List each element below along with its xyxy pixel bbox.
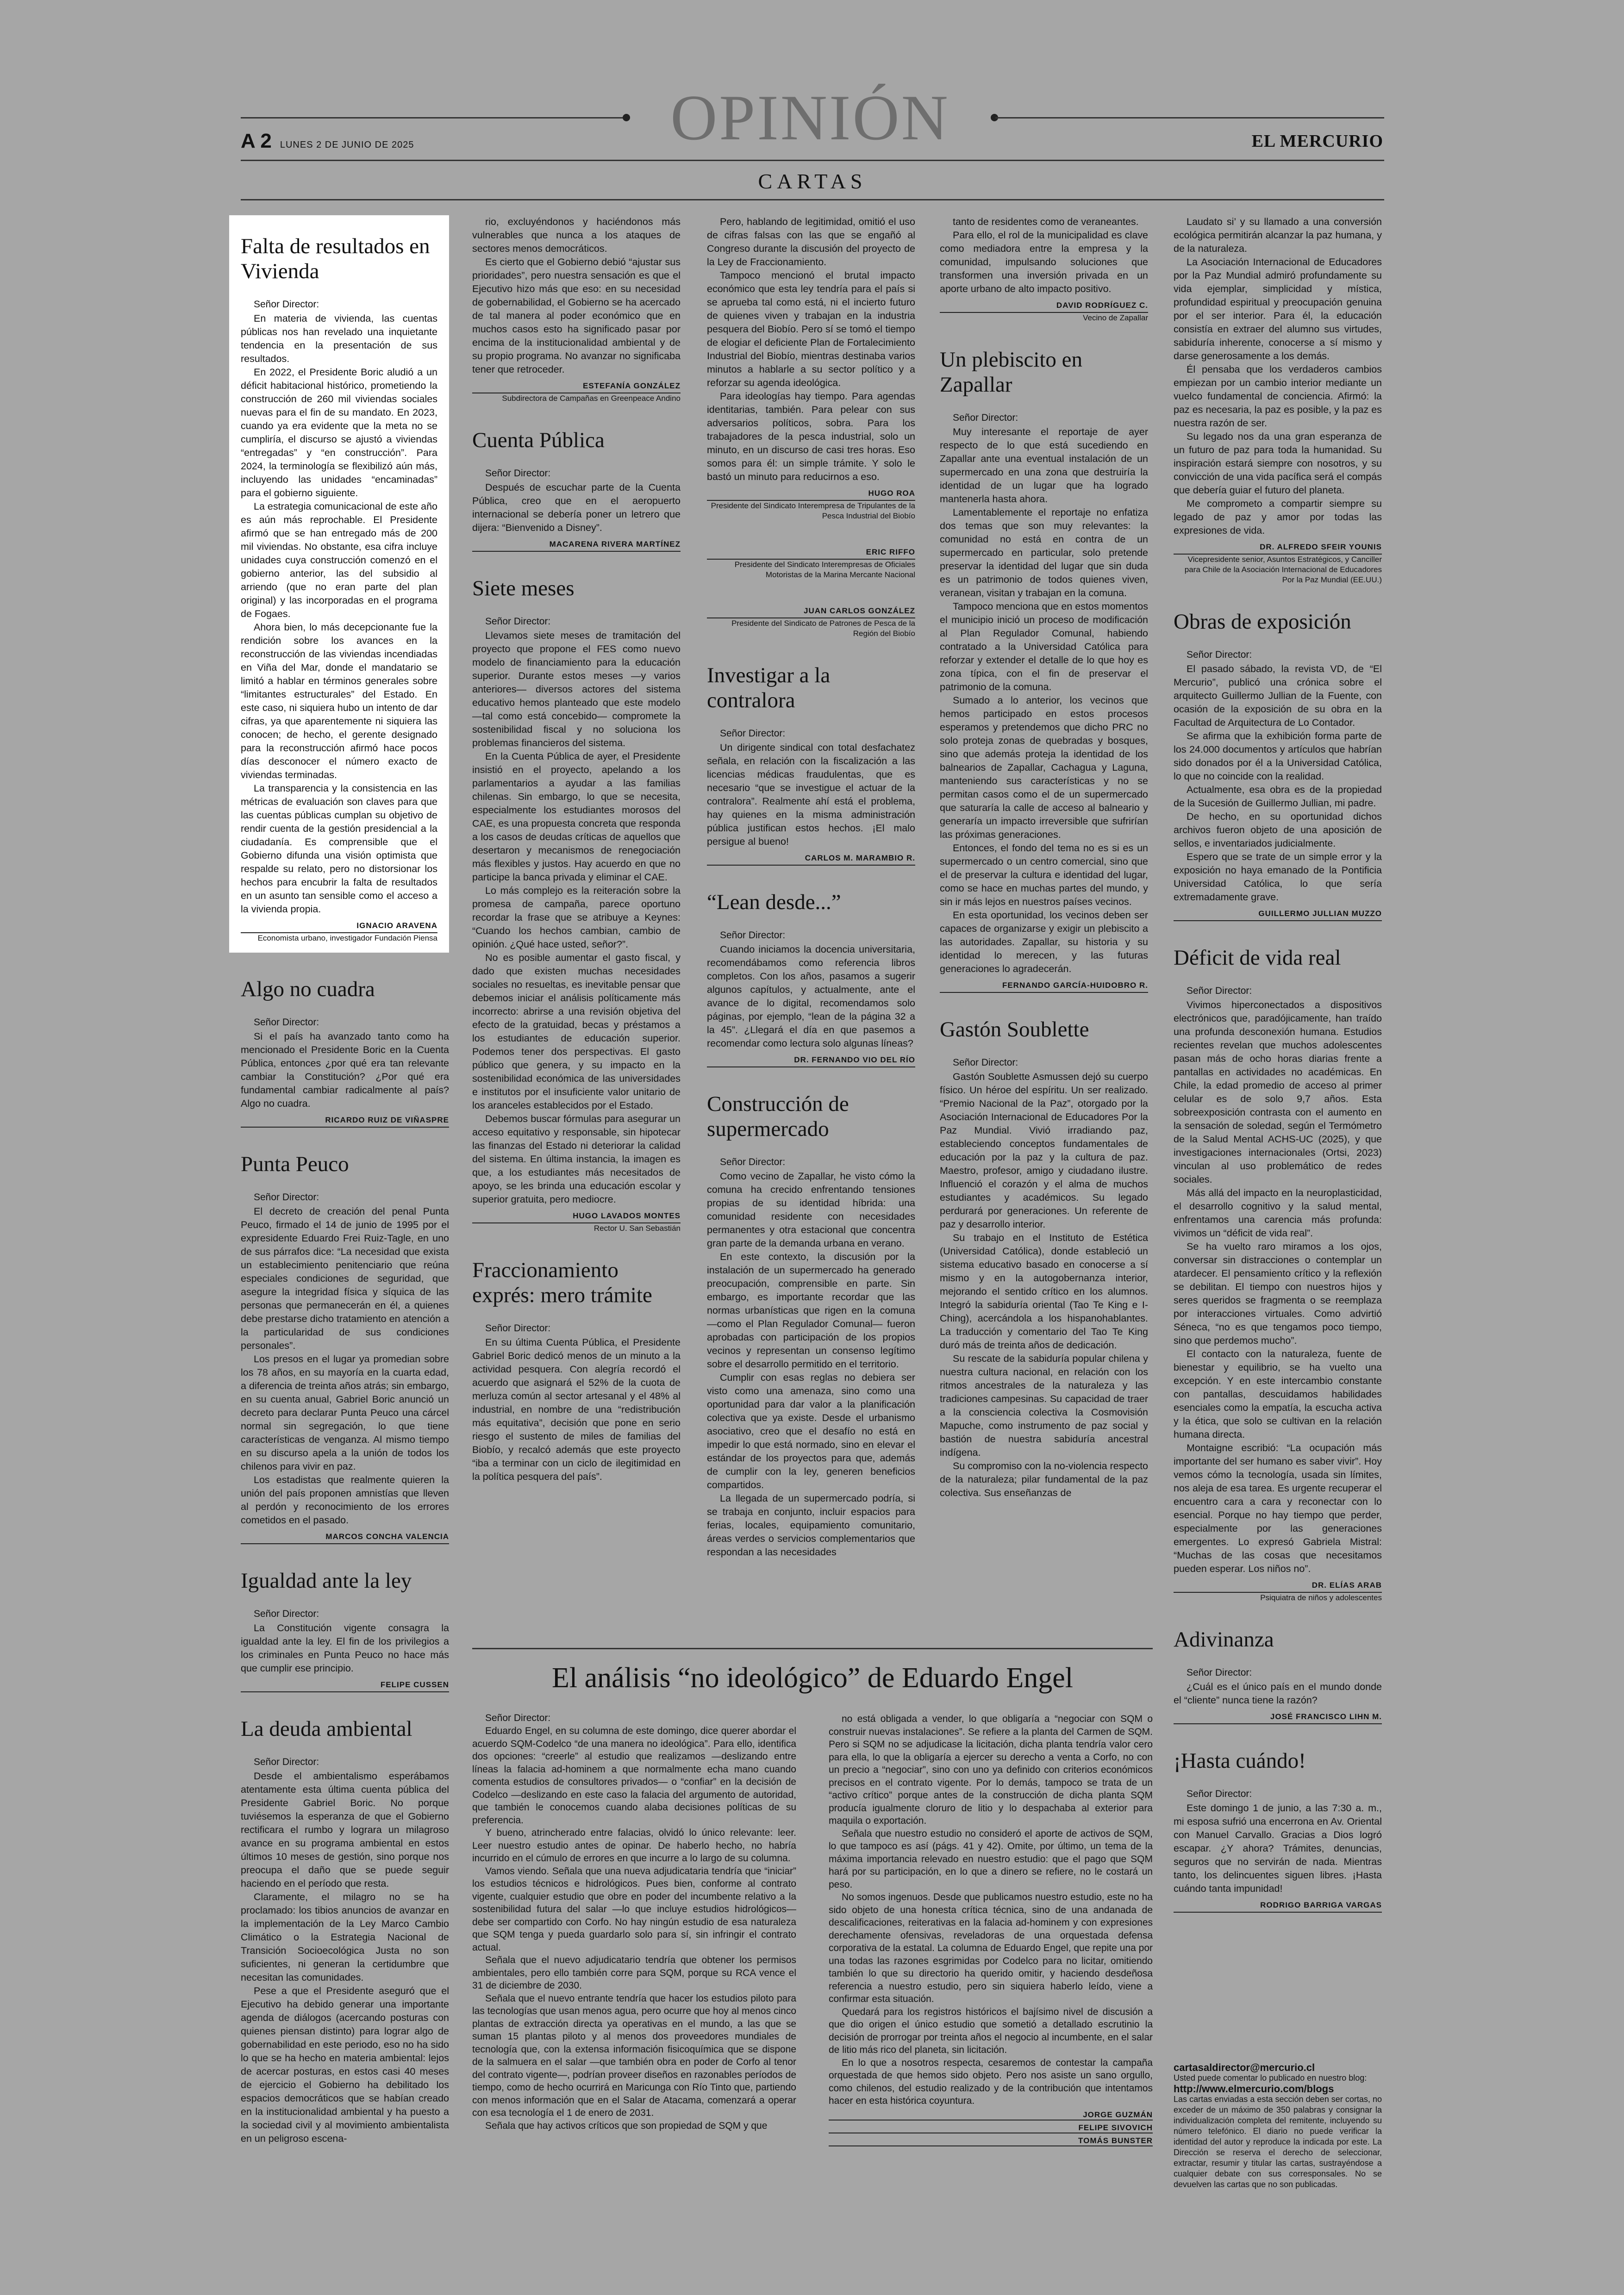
engel-paragraph: Quedará para los registros históricos el bajísimo nivel de discusión a que dio origen el único estudio que sometió a detallado escrutinio la decisión de prorrogar por treinta años el negocio al incumbente, en el salar de litio más rico del planeta, sin licitación.: [829, 2006, 1153, 2055]
engel-paragraph: Señala que el nuevo adjudicatario tendría que obtener los permisos ambientales, pero ello también corre para SQM, porque su RCA vence el 31 de diciembre de 2030.: [472, 1955, 796, 1991]
letter-salutation: Señor Director:: [953, 412, 1018, 423]
letter-title: Algo no cuadra: [241, 977, 375, 1001]
column-3: [707, 215, 915, 1583]
letter-salutation: Señor Director:: [254, 299, 319, 310]
letter-title: Igualdad ante la ley: [241, 1569, 412, 1593]
subsection-divider: [241, 199, 1384, 200]
letter-paragraph: La transparencia y la consistencia en las métricas de evaluación son claves para que las cuentas públicas cumplan su objetivo de rendir cuenta de la gestión presidencial a la ciudadanía. Es comprensible que el Gobierno difunda una visión optimista que respalde su relato, pero no distorsionar los hechos para encubrir la falta de resultados en un asunto tan sensible como el acceso a la vivienda propia.: [241, 783, 437, 915]
letter-paragraph: El contacto con la naturaleza, fuente de bienestar y equilibrio, se ha vuelto una excepción. Y en este intercambio constante con pantallas, descuidamos habilidades esenciales como la empatía, la escucha activa y la ética, que solo se cultivan en la relación humana directa.: [1174, 1348, 1382, 1440]
letter-paragraph: Su legado nos da una gran esperanza de un futuro de paz para toda la humanidad. Su inspiración estará siempre con nosotros, y su convicción de una vida pacífica será el compás que debería guiar el futuro del planeta.: [1174, 431, 1382, 496]
engel-column-b: [829, 1713, 1153, 2146]
engel-paragraph: Señala que nuestro estudio no consideró el aporte de activos de SQM, lo que tampoco es así (págs. 41 y 42). Omite, por último, un tema de la máxima importancia relevado en nuestro estudio: que el pago que SQM hará por su participación, en lo que a dinero se refiere, no le costará un peso.: [829, 1828, 1153, 1890]
letter-paragraph: Es cierto que el Gobierno debió “ajustar sus prioridades”, pero nuestra sensación es que el Ejecutivo hizo más que eso: en su necesidad de gobernabilidad, el Gobierno se ha acercado de tal manera al poder económico que en muchos casos esto ha significado pasar por encima de la institucionalidad ambiental y de su propio programa. No avanzar no significaba tener que retroceder.: [472, 256, 681, 375]
letter-signature: FERNANDO GARCÍA-HUIDOBRO R.: [940, 979, 1148, 993]
letter-role: Presidente del Sindicato Interempresa de Tripulantes de la Pesca Industrial del Biobío: [711, 501, 915, 520]
letter-paragraph: Su rescate de la sabiduría popular chilena y nuestra cultura nacional, en relación con los ritmos ancestrales de la naturaleza y las tradiciones campesinas. Su capacidad de traer a la consciencia colectiva la Cosmovisión Mapuche, como instrumento de paz social y bastión de nuestra sabiduría ancestral indígena.: [940, 1353, 1148, 1458]
engel-signature: TOMÁS BUNSTER: [829, 2136, 1153, 2146]
letter-signature: GUILLERMO JULLIAN MUZZO: [1174, 907, 1382, 921]
engel-rule: [472, 1648, 1153, 1649]
letter-paragraph: Llevamos siete meses de tramitación del proyecto que propone el FES como nuevo modelo de financiamiento para la educación superior. Durante estos meses —y varios anteriores— diversos actores del sistema educativo hemos planteado que este modelo —tal como está concebido— compromete la sostenibilidad fiscal y no soluciona los problemas financieros del sistema.: [472, 630, 681, 748]
letter: [707, 890, 915, 1067]
page-info: [241, 130, 414, 153]
engel-title: El análisis “no ideológico” de Eduardo Engel: [552, 1662, 1073, 1694]
letter-role: Economista urbano, investigador Fundación Piensa: [257, 934, 437, 942]
letter-body: [241, 312, 437, 916]
letter-paragraph: En 2022, el Presidente Boric aludió a un déficit habitacional histórico, prometiendo la construcción de 260 mil viviendas sociales nuevas para el fin de su mandato. En 2023, cuando ya era evidente que la meta no se cumpliría, el discurso se ajustó a viviendas “entregadas” y “en construcción”. Para 2024, la terminología se flexibilizó aún más, incluyendo las unidades “encaminadas” para el gobierno siguiente.: [241, 367, 437, 499]
letter: [1174, 1627, 1382, 1724]
letter: [707, 604, 915, 639]
letter-body: [472, 215, 681, 376]
letter-paragraph: Cumplir con esas reglas no debiera ser visto como una amenaza, sino como una oportunidad para dar valor a la planificación colectiva que ya existe. Desde el urbanismo asociativo, creo que el desafío no está en impedir lo que está normado, sino en elevar el estándar de los proyectos para que, además de cumplir con la ley, generen beneficios compartidos.: [707, 1372, 915, 1491]
engel-paragraph: En lo que a nosotros respecta, cesaremos de contestar la campaña orquestada de que hemos sido objeto. Pero nos asiste un sano orgullo, como chilenos, del estudio realizado y de la contribución que intentamos hacer en esta histórica coyuntura.: [829, 2057, 1153, 2106]
letter-paragraph: Un dirigente sindical con total desfachatez señala, en relación con la fiscalización a las licencias médicas fraudulentas, que es necesario “que se investigue el actuar de la contralora”. Realmente ahí está el problema, hay quienes en la misma administración pública justifican estos hechos. ¡El malo persigue al bueno!: [707, 742, 915, 847]
letter-paragraph: Después de escuchar parte de la Cuenta Pública, creo que en el aeropuerto internacional se debería poner un letrero que dijera: “Bienvenido a Disney”.: [472, 482, 681, 533]
letter-title: Un plebiscito en Zapallar: [940, 348, 1083, 397]
letter-salutation: Señor Director:: [1187, 1789, 1252, 1799]
letter-body: [1174, 1802, 1382, 1896]
engel-paragraph: no está obligada a vender, lo que obligaría a “negociar con SQM o construir nuevas instalaciones”. Se refiere a la planta del Carmen de SQM. Pero si SQM no se adjudicase la licitación, dicha planta tendría valor cero para ella, lo que la obligaría a ejercer su derecho a venta a Corfo, no con un precio a “negociar”, sino con uno ya definido con criterios económicos precisos en el contrato vigente. Por lo demás, tampoco se trata de un “activo crítico” porque antes de la construcción de dicha planta SQM producía igualmente cloruro de litio y lo despachaba al exterior para maquila o exportación.: [829, 1714, 1153, 1826]
letter-paragraph: Para ideologías hay tiempo. Para agendas identitarias, también. Para pelear con sus adversarios políticos, sobra. Para los trabajadores de la pesca industrial, solo un minuto, en un discurso de casi tres horas. Eso somos para él: un simple trámite. Y solo le bastó un minuto para reducirnos a eso.: [707, 391, 915, 482]
letter-title: Siete meses: [472, 576, 575, 600]
letter-paragraph: Más allá del impacto en la neuroplasticidad, el desarrollo cognitivo y la salud mental, enfrentamos una carencia más profunda: vivimos un “déficit de vida real”.: [1174, 1187, 1382, 1239]
letter-paragraph: Entonces, el fondo del tema no es si es un supermercado o un centro comercial, sino que el de preservar la cultura e identidad del lugar, como se hace en muchas partes del mundo, y sin ir más lejos en nuestros países vecinos.: [940, 842, 1148, 907]
letter-salutation: Señor Director:: [485, 468, 551, 479]
letter-paragraph: El decreto de creación del penal Punta Peuco, firmado el 14 de junio de 1995 por el expresidente Eduardo Frei Ruiz-Tagle, en uno de sus párrafos dice: “La necesidad que exista un establecimiento penitenciario que reúna especiales condiciones de seguridad, que asegure la integridad física y síquica de las personas que permanecerán en él, a quienes debe prestarse dicho tratamiento en atención a la particularidad de sus condiciones personales”.: [241, 1206, 449, 1351]
engel-paragraph: Vamos viendo. Señala que una nueva adjudicataria tendría que “iniciar” los estudios técnicos e hidrológicos. Pues bien, conforme al contrato vigente, cualquier estudio que obre en poder del incumbente relativo a la sostenibilidad futura del salar —lo que incluye estudios hidrológicos— debe ser compartido con Corfo. No hay ningún estudio de esa naturaleza que SQM tenga y pueda guardarlo solo para sí, sin infringir el contrato actual.: [472, 1865, 796, 1953]
letter-title: Investigar a la contralora: [707, 663, 831, 712]
letter-signature: DR. ELÍAS ARAB: [1174, 1578, 1382, 1593]
letter-body: [1174, 215, 1382, 537]
letter-body: [241, 1770, 449, 2145]
letter-signature: JOSÉ FRANCISCO LIHN M.: [1174, 1710, 1382, 1724]
letter-paragraph: Tampoco menciona que en estos momentos el municipio inició un proceso de modificación al Plan Regulador Comunal, habiendo contratado a la Universidad Católica para reforzar y extender el detalle de lo que hoy es zona típica, con el fin de preservar el patrimonio de la comuna.: [940, 601, 1148, 692]
letter-body: [707, 215, 915, 484]
letter-body: [707, 1170, 915, 1559]
letter-title: Gastón Soublette: [940, 1017, 1089, 1041]
letter-salutation: Señor Director:: [720, 728, 786, 739]
letter-salutation: Señor Director:: [953, 1057, 1018, 1068]
letter-title: “Lean desde...”: [707, 890, 841, 914]
letter-salutation: Señor Director:: [1187, 649, 1252, 660]
letter: [1174, 1748, 1382, 1913]
letter-paragraph: No es posible aumentar el gasto fiscal, y dado que existen muchas necesidades sociales no resueltas, es inevitable pensar que debemos iniciar el análisis políticamente más incorrecto: abrirse a una revisión objetiva del efecto de la gratuidad, becas y préstamos a los estudiantes de educación superior. Podemos tener dos perspectivas. El gasto público que genera, y su impacto en la sostenibilidad económica de las universidades e institutos por el insuficiente valor unitario de los aranceles establecidos por el Estado.: [472, 952, 681, 1111]
letter-signature: CARLOS M. MARAMBIO R.: [707, 851, 915, 866]
letter-body: [472, 481, 681, 535]
letter-paragraph: Espero que se trate de un simple error y la exposición no haya emanado de la Pontificia Universidad Católica, lo que sería extremadamente grave.: [1174, 851, 1382, 903]
letter-body: [1174, 662, 1382, 904]
letter-paragraph: Él pensaba que los verdaderos cambios empiezan por un cambio interior mediante un vuelco fundamental de conciencia. Afirmó: la paz es necesaria, la paz es posible, y la paz es nuestra razón de ser.: [1174, 364, 1382, 429]
subsection-title: CARTAS: [758, 169, 867, 193]
letter-paragraph: Cuando iniciamos la docencia universitaria, recomendábamos como referencia libros completos. Con los años, pasamos a sugerir algunos capítulos, y actualmente, ante el avance de lo digital, recomendamos solo páginas, por ejemplo, “lean de la página 32 a la 45”. ¿Llegará el día en que pasemos a recomendar como lectura solo algunas líneas?: [707, 944, 915, 1049]
letter: [1174, 945, 1382, 1603]
letter-role: Rector U. San Sebastián: [593, 1224, 681, 1233]
letter-paragraph: Lamentablemente el reportaje no enfatiza dos temas que son muy relevantes: la comunidad no está en contra de un supermercado en particular, solo pretende preservar la identidad del lugar que sin duda es un patrimonio de todos quienes viven, veranean, visitan y trabajan en la comuna.: [940, 507, 1148, 599]
letter-salutation: Señor Director:: [254, 1017, 319, 1028]
letter: [472, 428, 681, 552]
letter-signature: ESTEFANÍA GONZÁLEZ: [472, 379, 681, 393]
engel-body: [829, 1713, 1153, 2108]
letter-paragraph: Ahora bien, lo más decepcionante fue la rendición sobre los avances en la reconstrucción de las viviendas incendiadas en Viña del Mar, donde el mandatario se limitó a hablar en términos generales sobre “limitantes estructurales” del Estado. En este caso, ni siquiera hubo un intento de dar cifras, ya que aparentemente ni siquiera las conocen; de hecho, el gerente designado para la reconstrucción afirmó hace pocos días desconocer el número exacto de viviendas terminadas.: [241, 622, 437, 780]
letter-title: Adivinanza: [1174, 1628, 1274, 1652]
letter: [472, 1258, 681, 1484]
letter: [707, 215, 915, 521]
letter: [229, 215, 449, 953]
letter-title: ¡Hasta cuándo!: [1174, 1749, 1306, 1773]
letter: [241, 1716, 449, 2145]
header-dot-left: [623, 114, 630, 121]
letter: [707, 545, 915, 580]
letter-title: Construcción de supermercado: [707, 1092, 849, 1141]
letter-role: Subdirectora de Campañas en Greenpeace Andino: [502, 394, 681, 403]
letter-paragraph: De hecho, en su oportunidad dichos archivos fueron objeto de una aposición de sellos, e inventariados judicialmente.: [1174, 811, 1382, 849]
contact-footer: [1174, 2062, 1382, 2190]
letter-paragraph: Su compromiso con la no-violencia respecto de la naturaleza; pilar fundamental de la paz colectiva. Sus enseñanzas de: [940, 1460, 1148, 1498]
letter-paragraph: Sumado a lo anterior, los vecinos que hemos participado en estos procesos esperamos y pretendemos que dicho PRC no solo proteja zonas de quebradas y bosques, sino que además proteja la identidad de los balnearios de Zapallar, Cachagua y Laguna, manteniendo sus características y no se permitan casos como el de un supermercado que saturaría la calle de acceso al balneario y generaría un impacto irreversible que sufrirían las próximas generaciones.: [940, 695, 1148, 840]
letter-role: Presidente del Sindicato de Patrones de Pesca de la Región del Biobío: [731, 619, 915, 638]
header-divider: [241, 160, 1384, 161]
letter-signature: DR. FERNANDO VIO DEL RÍO: [707, 1053, 915, 1067]
letter-paragraph: En la Cuenta Pública de ayer, el Presidente insistió en el proyecto, apelando a los parlamentarios a ayudar a las familias chilenas. Sin embargo, lo que se necesita, especialmente los estudiantes morosos del CAE, es una propuesta concreta que responda a los casos de deudas críticas de aquellos que desertaron y mecanismos de renegociación más flexibles y justos. Hay acuerdo en que no participe la banca privada y eliminar el CAE.: [472, 751, 681, 883]
blog-link[interactable]: http://www.elmercurio.com/blogs: [1174, 2083, 1334, 2095]
letter-title: Falta de resultados en Vivienda: [241, 234, 430, 283]
letter-paragraph: Gastón Soublette Asmussen dejó su cuerpo físico. Un héroe del espíritu. Un ser realizado. “Premio Nacional de la Paz”, otorgado por la Asociación Internacional de Educadores Por la Paz Mundial. Vivió irradiando paz, estableciendo conceptos fundamentales de educación por la paz y la cultura de paz. Maestro, profesor, amigo y ciudadano ilustre. Influenció el corazón y el alma de muchos estudiantes y académicos. Su legado perdurará por generaciones. Un referente de paz y desarrollo interior.: [940, 1071, 1148, 1230]
letter: [940, 215, 1148, 323]
column-4: [940, 215, 1148, 1524]
letter-paragraph: Si el país ha avanzado tanto como ha mencionado el Presidente Boric en la Cuenta Pública, entonces ¿por qué era tan relevante cambiar la Constitución? ¿Por qué era fundamental cambiar radicalmente al país? Algo no cuadra.: [241, 1031, 449, 1109]
letter-signature: JUAN CARLOS GONZÁLEZ: [707, 604, 915, 618]
column-5: [1174, 215, 1382, 1937]
letter-body: [940, 215, 1148, 296]
section-title: OPINIÓN: [670, 82, 950, 154]
engel-paragraph: No somos ingenuos. Desde que publicamos nuestro estudio, este no ha sido objeto de una honesta crítica técnica, sino de una andanada de descalificaciones, reiterativas en la falacia ad-hominem y con expresiones derechamente ofensivas, reveladoras de una orquestada defensa corporativa de la estatal. La columna de Eduardo Engel, que repite una por una todas las razones esgrimidas por Codelco para no licitar, omitiendo también lo que su directorio ha querido omitir, y haciendo desdeñosa referencia a nuestro estudio, pero sin siquiera haberlo leído, viene a confirmar esta situación.: [829, 1892, 1153, 2004]
letter-paragraph: Debemos buscar fórmulas para asegurar un acceso equitativo y responsable, sin hipotecar las finanzas del Estado ni deteriorar la calidad del sistema. En última instancia, la imagen es que, a los estudiantes más necesitados de apoyo, se les brinda una educación escolar y superior gratuita, pero mediocre.: [472, 1113, 681, 1205]
engel-paragraph: Señala que el nuevo entrante tendría que hacer los estudios piloto para las tecnologías que usan menos agua, pero ocurre que hoy al menos cinco plantas de extracción directa ya operativas en el mundo, a las que se suman 15 plantas piloto y al menos dos proveedores mundiales de tecnología que, con la extensa información fisicoquímica que se dispone de la salmuera en el salar —que también obra en poder de Corfo al tenor del contrato vigente—, podrían proveer diseños en razonables períodos de tiempo, como de hecho ocurrirá en Maricunga con Río Tinto que, partiendo con menos información que en el Salar de Atacama, comenzará a operar con esa tecnología el 1 de enero de 2031.: [472, 1993, 796, 2118]
letter-body: [940, 425, 1148, 976]
letter-signature: HUGO ROA: [707, 486, 915, 501]
letter: [472, 576, 681, 1234]
letter-paragraph: Me comprometo a compartir siempre su legado de paz y amor por todas las expresiones de vida.: [1174, 498, 1382, 536]
header-rule-left: [241, 117, 625, 118]
engel-paragraph: Eduardo Engel, en su columna de este domingo, dice querer abordar el acuerdo SQM-Codelco “de una manera no ideológica”. Para ello, identifica dos opciones: “creerle” al estudio que realizamos —deslizando entre líneas la falacia ad-hominem a que normalmente echa mano cuando comenta estudios de consultores privados— o “confiar” en la decisión de Codelco —deslizando en este caso la falacia del argumento de autoridad, que también le conocemos cuando alaba decisiones políticas de su preferencia.: [472, 1726, 796, 1826]
letter-paragraph: Este domingo 1 de junio, a las 7:30 a. m., mi esposa sufrió una encerrona en Av. Oriental con Manuel Carvallo. Gracias a Dios logró escapar. ¿Y ahora? Trámites, denuncias, seguros que no servirán de nada. Mientras tanto, los delincuentes siguen libres. ¡Hasta cuándo tanta impunidad!: [1174, 1802, 1382, 1894]
engel-paragraph: Señala que hay activos críticos que son propiedad de SQM y que: [485, 2120, 768, 2131]
letter: [241, 977, 449, 1128]
letter-paragraph: Muy interesante el reportaje de ayer respecto de lo que está sucediendo en Zapallar ante una eventual instalación de un supermercado en una zona que destruiría la identidad de un lugar que ha logrado mantenerla hasta ahora.: [940, 426, 1148, 505]
letter-body: [1174, 998, 1382, 1576]
letter-paragraph: Actualmente, esa obra es de la propiedad de la Sucesión de Guillermo Jullian, mi padre.: [1174, 784, 1382, 809]
engel-signature: JORGE GUZMÁN: [829, 2110, 1153, 2120]
letter-signature: IGNACIO ARAVENA: [241, 919, 437, 933]
engel-column-a: [472, 1713, 796, 2132]
page-date: LUNES 2 DE JUNIO DE 2025: [280, 140, 414, 150]
brand-logo: EL MERCURIO: [1251, 131, 1383, 151]
letter-title: Déficit de vida real: [1174, 946, 1341, 970]
letter-paragraph: Los presos en el lugar ya promedian sobre los 78 años, en su mayoría en la cuarta edad, a diferencia de treinta años atrás; sin embargo, en su cuenta anual, Gabriel Boric anunció un decreto para declarar Punta Peuco una cárcel normal sin segregación, lo que tiene características de venganza. Al mismo tiempo en su discurso apela a la unión de todos los chilenos para vivir en paz.: [241, 1353, 449, 1472]
letter-signature: RICARDO RUIZ DE VIÑASPRE: [241, 1113, 449, 1128]
letter-salutation: Señor Director:: [254, 1757, 319, 1767]
letter-signature: FELIPE CUSSEN: [241, 1678, 449, 1692]
letter-role: Vicepresidente senior, Asuntos Estratégicos, y Canciller para Chile de la Asociación Internacional de Educadores Por la Paz Mundial (EE.UU.): [1184, 555, 1382, 584]
letter-body: [241, 1621, 449, 1675]
letter-paragraph: Lo más complejo es la reiteración sobre la promesa de campaña, parece oportuno recordar la frase que se atribuye a Keynes: “Cuando los hechos cambian, cambio de opinión. ¿Qué hace usted, señor?”.: [472, 885, 681, 950]
letter-title: Punta Peuco: [241, 1152, 349, 1176]
letter-paragraph: Pero, hablando de legitimidad, omitió el uso de cifras falsas con las que se engañó al Congreso durante la discusión del proyecto de la Ley de Fraccionamiento.: [707, 216, 915, 268]
letter-paragraph: ¿Cuál es el único país en el mundo donde el “cliente” nunca tiene la razón?: [1174, 1681, 1382, 1706]
letter-signature: DR. ALFREDO SFEIR YOUNIS: [1174, 540, 1382, 555]
letter-signature: MACARENA RIVERA MARTÍNEZ: [472, 537, 681, 552]
letter-title: Fraccionamiento exprés: mero trámite: [472, 1258, 652, 1307]
engel-signature: FELIPE SIVOVICH: [829, 2123, 1153, 2133]
letter-paragraph: En este contexto, la discusión por la instalación de un supermercado ha generado preocupación, comprensible en parte. Sin embargo, es importante recordar que las normas urbanísticas que rigen en la comuna —como el Plan Regulador Comunal— fueron aprobadas con participación de los propios vecinos y representan un consenso legítimo sobre el desarrollo permitido en el territorio.: [707, 1251, 915, 1370]
letter-salutation: Señor Director:: [254, 1192, 319, 1203]
column-2: [472, 215, 681, 1508]
letter: [707, 1091, 915, 1559]
letter-body: [707, 943, 915, 1050]
letter-paragraph: Desde el ambientalismo esperábamos atentamente esta última cuenta pública del Presidente Gabriel Boric. No porque tuviésemos la esperanza de que el Gobierno rectificara el rumbo y lograra un milagroso avance en su programa ambiental en estos últimos 10 meses de gestión, sino porque nos preocupa el daño que se puede seguir haciendo en el período que resta.: [241, 1771, 449, 1889]
letter-paragraph: El pasado sábado, la revista VD, de “El Mercurio”, publicó una crónica sobre el arquitecto Guillermo Jullian de la Fuente, con ocasión de la exposición de su obra en la Facultad de Arquitectura de Lo Contador.: [1174, 663, 1382, 728]
letter: [1174, 609, 1382, 921]
letter-salutation: Señor Director:: [1187, 985, 1252, 996]
letter-paragraph: Para ello, el rol de la municipalidad es clave como mediadora entre la empresa y la comunidad, impulsando soluciones que transformen una inversión privada en un aporte urbano de alto impacto positivo.: [940, 230, 1148, 294]
editor-email[interactable]: cartasaldirector@mercurio.cl: [1174, 2062, 1315, 2073]
letter-salutation: Señor Director:: [485, 616, 551, 627]
page-number: A 2: [241, 130, 272, 152]
letter-title: Obras de exposición: [1174, 610, 1351, 634]
letter: [472, 215, 681, 404]
letter-role: Vecino de Zapallar: [1083, 313, 1148, 322]
letter-paragraph: Laudato si’ y su llamado a una conversión ecológica permitirán alcanzar la paz humana, y de la naturaleza.: [1174, 216, 1382, 254]
column-1: [241, 215, 449, 2170]
letter: [241, 1152, 449, 1544]
letter-salutation: Señor Director:: [720, 930, 786, 941]
letter-salutation: Señor Director:: [254, 1609, 319, 1619]
letter-paragraph: rio, excluyéndonos y haciéndonos más vulnerables que nunca a los ataques de sectores menos democráticos.: [472, 216, 681, 254]
letter-role: Psiquiatra de niños y adolescentes: [1260, 1593, 1382, 1602]
letter-body: [940, 1070, 1148, 1500]
letter-body: [472, 629, 681, 1206]
letter-paragraph: Montaigne escribió: “La ocupación más importante del ser humano es saber vivir”. Hoy vemos cómo la tecnología, usada sin límites, nos aleja de esa tarea. Es urgente recuperar el encuentro cara a cara y reconectar con lo esencial. Porque no hay tiempo que perder, especialmente por las generaciones emergentes. Lo expresó Gabriela Mistral: “Muchas de las cosas que necesitamos pueden esperar. Los niños no”.: [1174, 1442, 1382, 1574]
blog-intro: Usted puede comentar lo publicado en nuestro blog:: [1174, 2073, 1367, 2083]
letter-paragraph: Se ha vuelto raro miramos a los ojos, conversar sin distracciones o contemplar un atardecer. El pensamiento crítico y la reflexión se debilitan. El tiempo con nuestros hijos y seres queridos se fragmenta o se reemplaza por interacciones virtuales. Como advirtió Séneca, “no es que tengamos poco tiempo, sino que perdemos mucho”.: [1174, 1241, 1382, 1346]
letter-signature: HUGO LAVADOS MONTES: [472, 1209, 681, 1223]
letter-signature: RODRIGO BARRIGA VARGAS: [1174, 1898, 1382, 1913]
letter-title: Cuenta Pública: [472, 428, 605, 452]
letter: [1174, 215, 1382, 585]
letter-salutation: Señor Director:: [1187, 1667, 1252, 1678]
letter-paragraph: Vivimos hiperconectados a dispositivos electrónicos que, paradójicamente, han traído una profunda desconexión humana. Estudios recientes revelan que muchos adolescentes pasan más de ocho horas diarias frente a pantallas en actividades no académicas. En Chile, la edad promedio de acceso al primer celular es de solo 9,7 años. Esta sobreexposición contrasta con el aumento en la sensación de soledad, según el Termómetro de la Salud Mental ACHS-UC (2025), y que investigaciones internacionales (Ortsi, 2023) vinculan al uso problemático de redes sociales.: [1174, 999, 1382, 1185]
engel-salutation: Señor Director:: [485, 1713, 551, 1723]
letter-paragraph: La Asociación Internacional de Educadores por la Paz Mundial admiró profundamente su vida ejemplar, simplicidad y mística, profundidad espiritual y preocupación genuina por el ser interior. Para él, la educación consistía en extraer del alumno sus virtudes, sabiduría inherente, conocerse a sí mismo y darse generosamente a los demás.: [1174, 256, 1382, 362]
letter-body: [472, 1336, 681, 1484]
letter-paragraph: La estrategia comunicacional de este año es aún más reprochable. El Presidente afirmó que se han entregado más de 200 mil viviendas. No obstante, esa cifra incluye unidades cuya construcción comenzó en el gobierno anterior, las del subsidio al arriendo (que no eran parte del plan original) y las incorporadas en el programa de Fogaes.: [241, 501, 437, 619]
letter-paragraph: Como vecino de Zapallar, he visto cómo la comuna ha crecido enfrentando tensiones propias de su identidad híbrida: una comunidad residente con necesidades permanentes y otra estacional que concentra gran parte de la demanda urbana en verano.: [707, 1171, 915, 1249]
letter: [940, 1017, 1148, 1500]
letter-body: [241, 1030, 449, 1110]
letter-salutation: Señor Director:: [720, 1157, 786, 1167]
letter: [707, 663, 915, 866]
letter-title: La deuda ambiental: [241, 1717, 412, 1741]
letter-paragraph: Se afirma que la exhibición forma parte de los 24.000 documentos y artículos que habrían sido donados por él a la Universidad Católica, lo que no coincide con la realidad.: [1174, 730, 1382, 782]
letter-paragraph: En su última Cuenta Pública, el Presidente Gabriel Boric dedicó menos de un minuto a la actividad pesquera. Con alegría recordó el acuerdo que asignará el 52% de la cuota de merluza común al sector artesanal y el 48% al industrial, en nombre de una “redistribución más equitativa”, decisión que pone en serio riesgo el sustento de miles de familias del Biobío, y recalcó además que este proyecto “iba a terminar con un ciclo de ilegitimidad en la política pesquera del país”.: [472, 1337, 681, 1482]
letter-body: [707, 741, 915, 848]
letter-paragraph: La llegada de un supermercado podría, si se trabaja en conjunto, incluir espacios para ferias, locales, equipamiento comunitario, áreas verdes o servicios complementarios que respondan a las necesidades: [707, 1493, 915, 1558]
letter-paragraph: tanto de residentes como de veraneantes.: [953, 216, 1139, 227]
letter-paragraph: En materia de vivienda, las cuentas públicas nos han revelado una inquietante tendencia en la presentación de sus resultados.: [241, 313, 437, 364]
letter: [940, 347, 1148, 993]
letter-paragraph: Su trabajo en el Instituto de Estética (Universidad Católica), donde estableció un sistema educativo basado en conocerse a sí mismo y en la autogobernanza interior, mejorando el sentido crítico en los alumnos. Integró la sabiduría oriental (Tao Te King e I-Ching), acercándola a los hispanohablantes. La traducción y comentario del Tao Te King duró más de treinta años de dedicación.: [940, 1232, 1148, 1351]
engel-body: [472, 1725, 796, 2132]
letter-paragraph: Claramente, el milagro no se ha proclamado: los tibios anuncios de avanzar en la implementación de la Ley Marco Cambio Climático o la Estrategia Nacional de Transición Socioecológica Justa no son suficientes, ni generan la certidumbre que necesitan las comunidades.: [241, 1891, 449, 1983]
letter-role: Presidente del Sindicato Interempresas de Oficiales Motoristas de la Marina Mercante Nacional: [734, 560, 915, 579]
letter-body: [241, 1205, 449, 1527]
letter: [241, 1568, 449, 1692]
letter-body: [1174, 1680, 1382, 1707]
engel-paragraph: Y bueno, atrincherado entre falacias, olvidó lo único relevante: leer. Leer nuestro estudio antes de opinar. De haberlo hecho, no habría incurrido en el cúmulo de errores en que incurre a lo largo de su columna.: [472, 1827, 796, 1864]
letter-paragraph: Pese a que el Presidente aseguró que el Ejecutivo ha debido generar una importante agenda de diálogos (acercando posturas con quienes piensan distinto) para lograr algo de gobernabilidad en este periodo, eso no ha sido lo que se ha hecho en materia ambiental: lejos de acercar posturas, en estos casi 40 meses de ejercicio el Gobierno ha debilitado los espacios democráticos que se habían creado en la institucionalidad ambiental y ha puesto a la sociedad civil y al movimiento ambientalista en un peligroso escena-: [241, 1985, 449, 2144]
letter-paragraph: La Constitución vigente consagra la igualdad ante la ley. El fin de los privilegios a los criminales en Punta Peuco no hace más que cumplir ese principio.: [241, 1622, 449, 1674]
letter-signature: ERIC RIFFO: [707, 545, 915, 560]
letter-paragraph: Tampoco mencionó el brutal impacto económico que esta ley tendría para el país si se aprueba tal como está, ni el incierto futuro de quienes viven y trabajan en la industria pesquera del Biobío. Pero sí se tomó el tiempo de elogiar el deficiente Plan de Fortalecimiento Industrial del Biobío, mientras destinaba varios minutos a hablarle a su sector político y a reforzar su agenda ideológica.: [707, 270, 915, 388]
letter-paragraph: En esta oportunidad, los vecinos deben ser capaces de organizarse y exigir un plebiscito a las autoridades. Zapallar, su historia y su identidad lo merecen, y las futuras generaciones lo agradecerán.: [940, 910, 1148, 974]
letter-signature: MARCOS CONCHA VALENCIA: [241, 1530, 449, 1544]
letter-paragraph: Los estadistas que realmente quieren la unión del país proponen amnistías que lleven al perdón y reconocimiento de los errores cometidos en el pasado.: [241, 1474, 449, 1526]
letter-signature: DAVID RODRÍGUEZ C.: [940, 299, 1148, 313]
letter-salutation: Señor Director:: [485, 1323, 551, 1334]
header-rule-right: [995, 117, 1384, 118]
submission-rules: Las cartas enviadas a esta sección deben ser cortas, no exceder de un máximo de 350 palabras y consignar la individualización completa del remitente, incluyendo su número telefónico. El diario no puede verificar la identidad del autor y reproduce la indicada por este. La Dirección se reserva el derecho de seleccionar, extractar, resumir y titular las cartas, sustrayéndose a cualquier debate con sus corresponsales. No se devuelven las cartas que no son publicadas.: [1174, 2095, 1382, 2189]
